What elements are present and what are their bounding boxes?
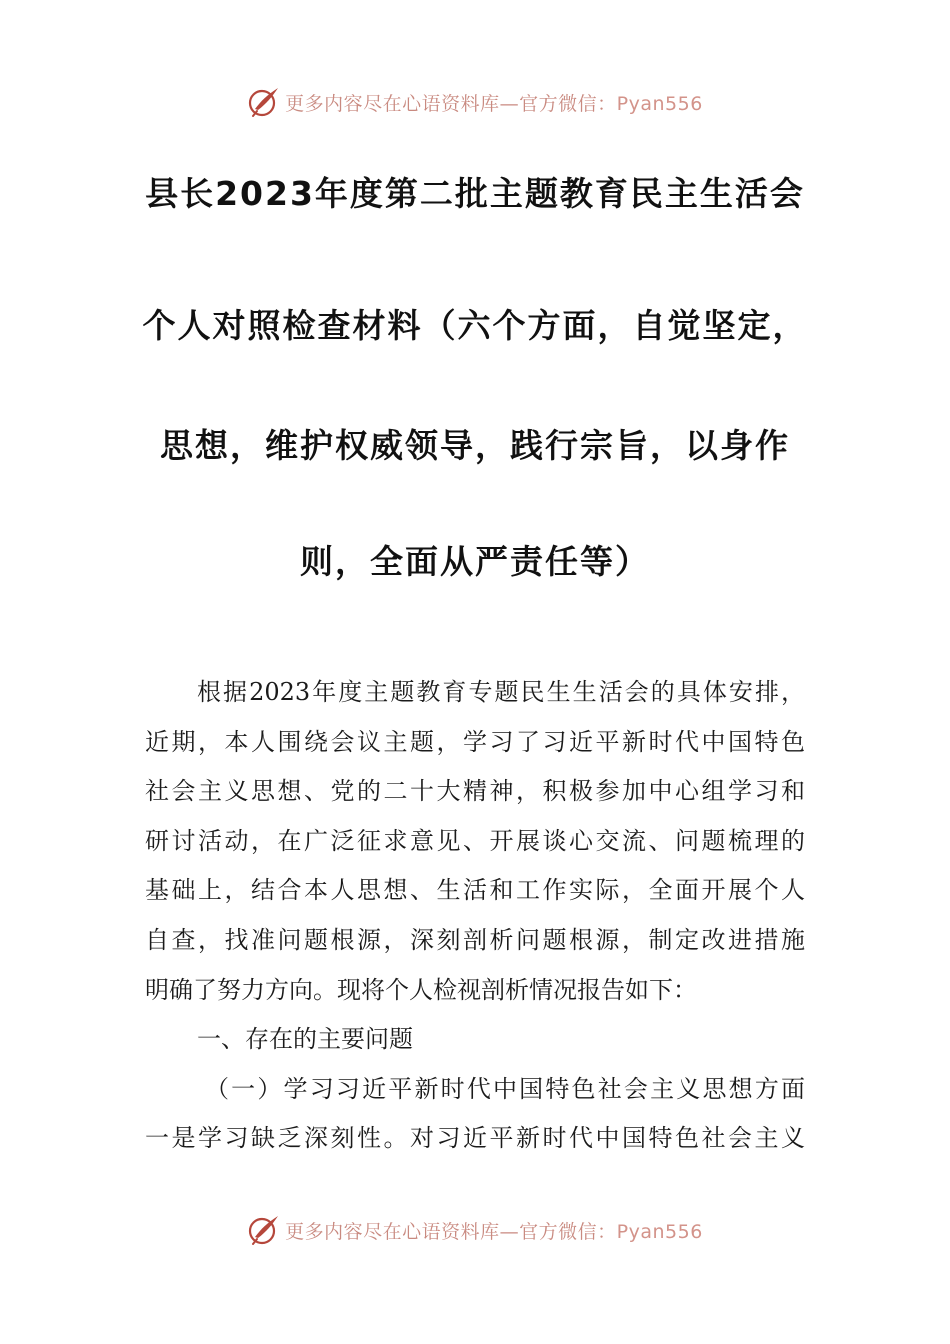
title-line-3: 思想，维护权威领导，践行宗旨，以身作 (160, 426, 790, 465)
title-line-2: 个人对照检查材料（六个方面，自觉坚定， (142, 306, 808, 345)
subsection-heading: （一）学习习近平新时代中国特色社会主义思想方面 (205, 1074, 805, 1103)
title-line-1: 县长2023年度第二批主题教育民主生活会 (145, 174, 805, 213)
paragraph-line: 一是学习缺乏深刻性。对习近平新时代中国特色社会主义 (145, 1124, 805, 1153)
quill-logo-icon (247, 1213, 281, 1247)
paragraph-line: 社会主义思想、党的二十大精神，积极参加中心组学习和 (145, 777, 805, 806)
paragraph-line: 研讨活动，在广泛征求意见、开展谈心交流、问题梳理的 (145, 826, 805, 855)
title-line-4: 则，全面从严责任等） (300, 542, 650, 581)
watermark-text: 更多内容尽在心语资料库—官方微信：Pyan556 (285, 92, 703, 115)
paragraph-line: 自查，找准问题根源，深刻剖析问题根源，制定改进措施 (145, 925, 805, 954)
watermark-text: 更多内容尽在心语资料库—官方微信：Pyan556 (285, 1220, 703, 1243)
watermark-wechat-id: Pyan556 (616, 1220, 703, 1243)
document-body (145, 668, 805, 1164)
watermark-header (0, 82, 950, 122)
paragraph-line: 基础上，结合本人思想、生活和工作实际，全面开展个人 (145, 876, 805, 905)
quill-logo-icon (247, 85, 281, 119)
section-heading: 一、存在的主要问题 (197, 1025, 413, 1054)
paragraph-line: 根据2023年度主题教育专题民生生活会的具体安排， (197, 678, 805, 706)
paragraph-line: 明确了努力方向。现将个人检视剖析情况报告如下： (145, 975, 697, 1004)
watermark-wechat-id: Pyan556 (616, 92, 703, 115)
watermark-footer (0, 1210, 950, 1250)
paragraph-line: 近期，本人围绕会议主题，学习了习近平新时代中国特色 (145, 727, 805, 756)
